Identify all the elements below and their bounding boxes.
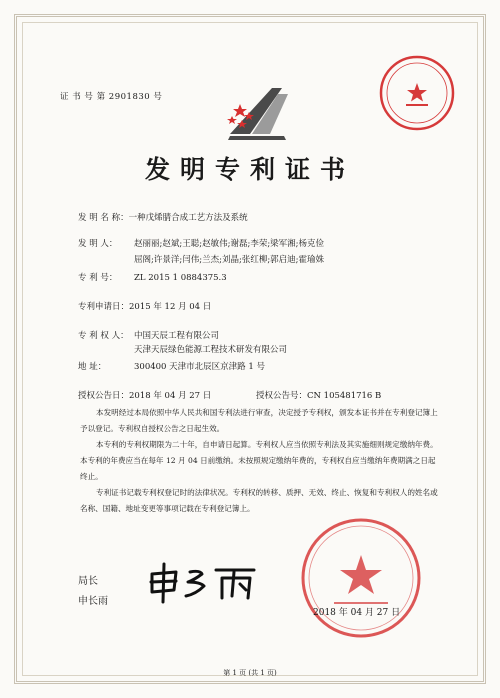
grant-number-label: 授权公告号： bbox=[256, 391, 308, 401]
inventors-label: 发 明 人： bbox=[78, 239, 118, 249]
inventors-line-1: 赵丽丽;赵斌;王聪;赵敏伟;谢磊;李荣;梁军湘;杨克俭 bbox=[134, 239, 325, 249]
invention-name-value: 一种戊烯腈合成工艺方法及系统 bbox=[128, 213, 248, 223]
patentees-row bbox=[78, 330, 219, 342]
patent-number-label: 专 利 号： bbox=[78, 273, 118, 283]
patentees-line-1: 中国天辰工程有限公司 bbox=[134, 331, 220, 341]
grant-date-value: 2018 年 04 月 27 日 bbox=[129, 391, 212, 401]
body-paragraph: 专利证书记载专利权登记时的法律状况。专利权的转移、质押、无效、终止、恢复和专利权人的姓名或名称、国籍、地址变更等事项记载在专利登记簿上。 bbox=[80, 488, 438, 513]
body-paragraph: 本专利的专利权期限为二十年，自申请日起算。专利权人应当依照专利法及其实施细则规定缴纳年费。本专利的年费应当在每年 12 月 04 日前缴纳。未按照规定缴纳年费的，专利权自应当缴纳年费期满之日起终止。 bbox=[80, 440, 438, 481]
grant-date-label: 授权公告日： bbox=[78, 391, 130, 401]
director-block bbox=[78, 572, 108, 612]
inventors-row bbox=[78, 238, 324, 250]
address-row bbox=[78, 361, 265, 373]
official-seal-icon bbox=[298, 515, 424, 641]
seal-date: 2018 年 04 月 27 日 bbox=[313, 608, 401, 618]
director-title: 局长 bbox=[78, 576, 98, 587]
address-label: 地 址： bbox=[78, 362, 107, 372]
page-footer: 第 1 页 (共 1 页) bbox=[223, 669, 277, 677]
cnipa-emblem-icon bbox=[222, 84, 292, 144]
patentees-line-2: 天津天辰绿色能源工程技术研发有限公司 bbox=[134, 345, 288, 355]
director-name: 申长雨 bbox=[78, 596, 108, 607]
patent-number-value: ZL 2015 1 0884375.3 bbox=[134, 273, 227, 283]
inventors-line-2: 屈阁;许景洋;闫伟;兰杰;刘晶;张红柳;郭启迪;霍瑜姝 bbox=[134, 255, 325, 265]
filing-date-row bbox=[78, 301, 211, 313]
filing-date-label: 专利申请日： bbox=[78, 302, 130, 312]
grant-number-value: CN 105481716 B bbox=[307, 391, 382, 401]
agency-stamp-icon bbox=[376, 52, 458, 134]
invention-name-label: 发 明 名 称： bbox=[78, 213, 129, 223]
grant-date-row bbox=[78, 390, 211, 402]
body-paragraph: 本发明经过本局依照中华人民共和国专利法进行审查，决定授予专利权，颁发本证书并在专利登记簿上予以登记。专利权自授权公告之日起生效。 bbox=[80, 408, 438, 433]
certificate-number: 证 书 号 第 2901830 号 bbox=[60, 92, 163, 102]
certificate-body bbox=[80, 405, 440, 517]
certificate-title: 发明专利证书 bbox=[144, 155, 355, 184]
invention-name-row bbox=[78, 212, 248, 224]
patentees-label: 专 利 权 人： bbox=[78, 331, 129, 341]
grant-number-row bbox=[256, 390, 381, 402]
filing-date-value: 2015 年 12 月 04 日 bbox=[129, 302, 212, 312]
address-value: 300400 天津市北辰区京津路 1 号 bbox=[134, 362, 265, 372]
patent-number-row bbox=[78, 272, 227, 284]
director-signature-icon bbox=[142, 560, 262, 604]
